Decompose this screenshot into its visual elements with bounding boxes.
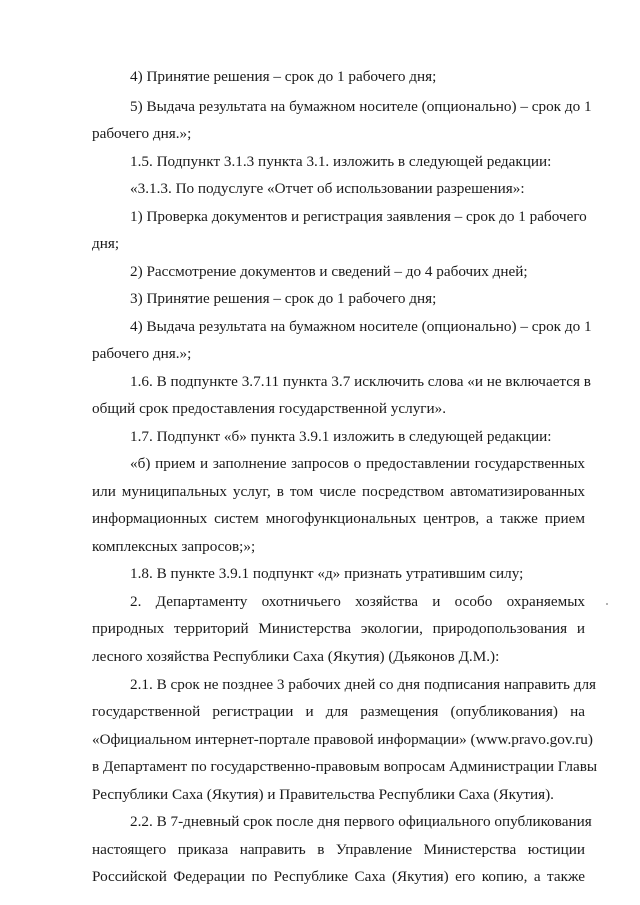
text-line: 1.8. В пункте 3.9.1 подпункт «д» признать утратившим силу; bbox=[130, 565, 524, 582]
text-line: настоящего приказа направить в Управление Министерства юстиции bbox=[92, 841, 585, 858]
text-line: 1.5. Подпункт 3.1.3 пункта 3.1. изложить в следующей редакции: bbox=[130, 153, 552, 170]
text-line: государственной регистрации и для размещения (опубликования) на bbox=[92, 703, 585, 720]
text-line: лесного хозяйства Республики Саха (Якутия) (Дьяконов Д.М.): bbox=[92, 648, 500, 665]
text-line: информационных систем многофункциональных центров, а также прием bbox=[92, 510, 585, 527]
text-line: 2.1. В срок не позднее 3 рабочих дней со дня подписания направить для bbox=[130, 676, 597, 693]
text-line: «Официальном интернет-портале правовой информации» (www.pravo.gov.ru) bbox=[92, 731, 593, 748]
text-line: 2. Департаменту охотничьего хозяйства и особо охраняемых bbox=[130, 593, 585, 610]
text-line: 1) Проверка документов и регистрация заявления – срок до 1 рабочего bbox=[130, 208, 587, 225]
text-line: 2.2. В 7-дневный срок после дня первого официального опубликования bbox=[130, 813, 592, 830]
text-line: или муниципальных услуг, в том числе посредством автоматизированных bbox=[92, 483, 585, 500]
text-line: рабочего дня.»; bbox=[92, 345, 192, 362]
text-line: Республики Саха (Якутия) и Правительства Республики Саха (Якутия). bbox=[92, 786, 554, 803]
text-line: 3) Принятие решения – срок до 1 рабочего дня; bbox=[130, 290, 437, 307]
text-line: дня; bbox=[92, 235, 120, 252]
text-line: «3.1.3. По подуслуге «Отчет об использовании разрешения»: bbox=[130, 180, 525, 197]
text-line: 4) Выдача результата на бумажном носителе (опционально) – срок до 1 bbox=[130, 318, 592, 335]
text-line: в Департамент по государственно-правовым вопросам Администрации Главы bbox=[92, 758, 598, 775]
text-line: 2) Рассмотрение документов и сведений – до 4 рабочих дней; bbox=[130, 263, 528, 280]
text-line: общий срок предоставления государственной услуги». bbox=[92, 400, 447, 417]
text-line: 1.7. Подпункт «б» пункта 3.9.1 изложить в следующей редакции: bbox=[130, 428, 552, 445]
text-line: комплексных запросов;»; bbox=[92, 538, 256, 555]
text-line: 4) Принятие решения – срок до 1 рабочего дня; bbox=[130, 68, 437, 85]
text-line: природных территорий Министерства экологии, природопользования и bbox=[92, 620, 585, 637]
text-line: 5) Выдача результата на бумажном носителе (опционально) – срок до 1 bbox=[130, 98, 592, 115]
scan-speck bbox=[606, 603, 608, 605]
text-line: 1.6. В подпункте 3.7.11 пункта 3.7 исключить слова «и не включается в bbox=[130, 373, 591, 390]
text-line: Российской Федерации по Республике Саха (Якутия) его копию, а также bbox=[92, 868, 585, 885]
text-line: рабочего дня.»; bbox=[92, 125, 192, 142]
text-line: «б) прием и заполнение запросов о предоставлении государственных bbox=[130, 455, 585, 472]
